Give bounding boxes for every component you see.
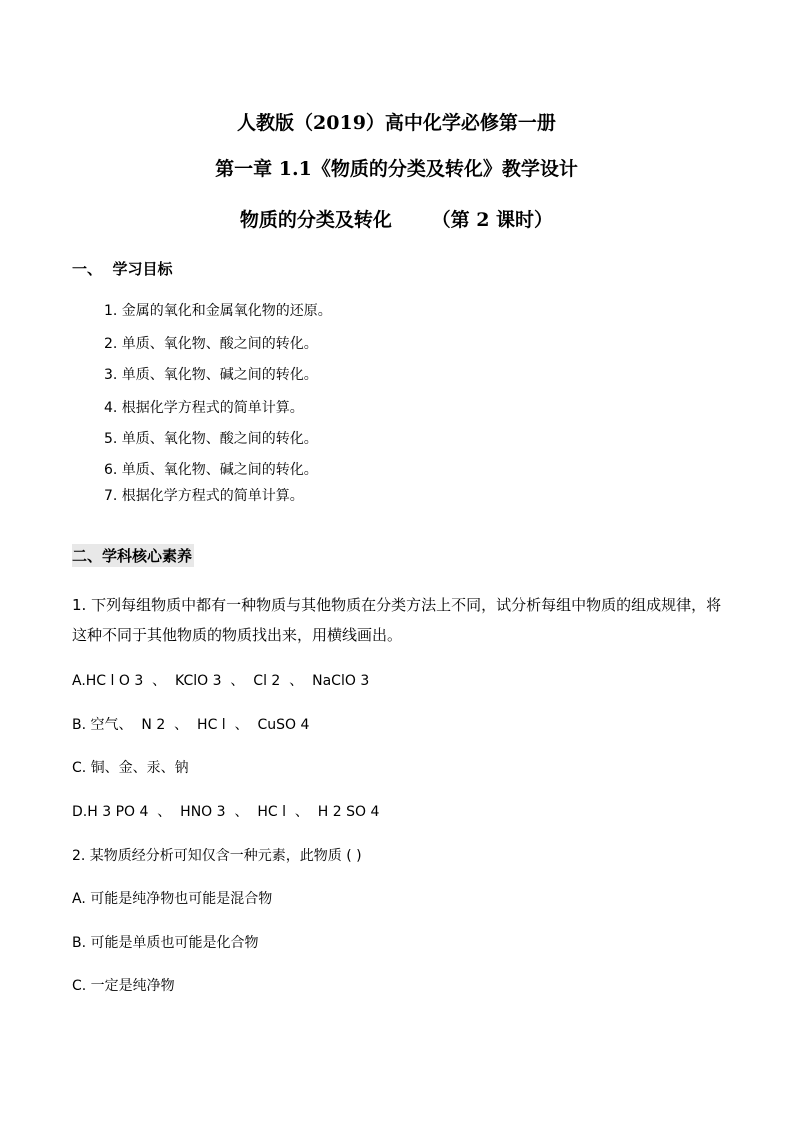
- list-item: 4. 根据化学方程式的简单计算。: [104, 400, 304, 416]
- list-item: 7. 根据化学方程式的简单计算。: [104, 488, 304, 504]
- chapter-title: 第一章 1.1《物质的分类及转化》教学设计: [215, 158, 578, 180]
- lesson-title: 物质的分类及转化 （第 2 课时）: [239, 209, 554, 231]
- list-item: 6. 单质、氧化物、碱之间的转化。: [104, 462, 318, 478]
- section-heading-objectives: 一、 学习目标: [72, 260, 173, 278]
- question-1-option-a: A.HC l O 3 、 KClO 3 、 Cl 2 、 NaClO 3: [72, 673, 370, 689]
- question-2-option-c: C. 一定是纯净物: [72, 978, 175, 994]
- list-item: 3. 单质、氧化物、碱之间的转化。: [104, 367, 318, 383]
- question-2-stem: 2. 某物质经分析可知仅含一种元素，此物质 ( ): [72, 848, 362, 864]
- list-item: 1. 金属的氧化和金属氧化物的还原。: [104, 303, 332, 319]
- question-2-option-b: B. 可能是单质也可能是化合物: [72, 935, 259, 951]
- question-1-option-b: B. 空气、 N 2 、 HC l 、 CuSO 4: [72, 717, 310, 733]
- question-2-option-a: A. 可能是纯净物也可能是混合物: [72, 891, 273, 907]
- question-1-option-c: C. 铜、金、汞、钠: [72, 760, 189, 776]
- question-1-stem: 1. 下列每组物质中都有一种物质与其他物质在分类方法上不同，试分析每组中物质的组成规律，将这种不同于其他物质的物质找出来，用横线画出。: [72, 596, 722, 644]
- section-heading-core-literacy: 二、学科核心素养: [72, 544, 194, 567]
- list-item: 2. 单质、氧化物、酸之间的转化。: [104, 336, 318, 352]
- question-1-option-d: D.H 3 PO 4 、 HNO 3 、 HC l 、 H 2 SO 4: [72, 804, 380, 820]
- document-title: 人教版（2019）高中化学必修第一册: [237, 112, 556, 134]
- list-item: 5. 单质、氧化物、酸之间的转化。: [104, 431, 318, 447]
